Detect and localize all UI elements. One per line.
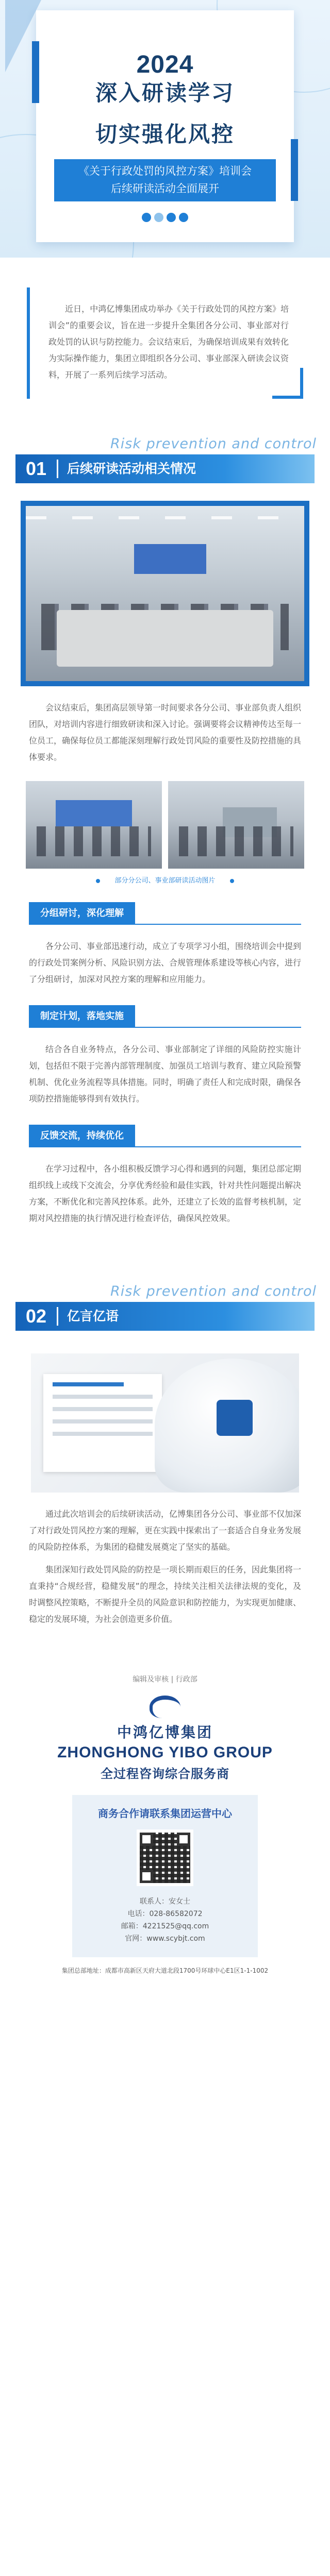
hero-card xyxy=(36,10,294,242)
hero-subtitle-line1: 《关于行政处罚的风控方案》培训会 xyxy=(78,165,252,177)
qr-code[interactable] xyxy=(137,1829,193,1886)
section-header-2 xyxy=(0,1283,330,1335)
meeting-photo xyxy=(26,506,304,681)
contact-website[interactable]: 官网：www.scybjt.com xyxy=(125,1935,205,1943)
qr-finder xyxy=(140,1833,153,1846)
qr-finder xyxy=(177,1833,190,1846)
paragraph: 在学习过程中，各小组积极反馈学习心得和遇到的问题，集团总部定期组织线上或线下交流会，分享优秀经验和最佳实践，针对共性问题提出解决方案，不断优化和完善风控体系。此外，还建立了长效的监督考核机制，定期对风控措施的执行情况进行检查评估，确保风控效果。 xyxy=(29,1164,302,1223)
hero-year: 2024 xyxy=(136,51,194,78)
decor-accent xyxy=(32,41,39,103)
paragraph: 通过此次培训会的后续研读活动，亿博集团各分公司、事业部不仅加深了对行政处罚风控方案的理解，更在实践中探索出了一套适合自身业务发展的风险防控体系，为集团的稳健发展奠定了坚实的基础。 xyxy=(29,1509,302,1552)
contact-person: 联系人：安女士 xyxy=(140,1897,190,1906)
subheading-tag xyxy=(29,1005,301,1028)
section-title: 后续研读活动相关情况 xyxy=(67,461,196,476)
contact-title: 商务合作请联系集团运营中心 xyxy=(98,1807,232,1820)
presentation-screen xyxy=(134,544,206,574)
section-watermark: Risk prevention and control xyxy=(110,1283,317,1299)
intro-text: 近日，中鸿亿博集团成功举办《关于行政处罚的风控方案》培训会”的重要会议，旨在进一步提升全集团各分公司、事业部对行政处罚的认识与防控能力。会议结束后，为确保培训成果有效转化为实际操作能力，集团立即组织各分公司、事业部深入研读会议资料，开展了一系列后续学习活动。 xyxy=(48,304,289,380)
subheading-tag xyxy=(29,902,301,925)
dot-icon xyxy=(142,213,151,222)
hero-banner xyxy=(0,0,330,258)
photo-caption: 部分分公司、事业部研读活动图片 xyxy=(98,875,232,885)
helmet-logo xyxy=(217,1400,253,1436)
paragraph: 结合各自业务特点，各分公司、事业部制定了详细的风险防控实施计划，包括但不限于完善内部管理制度、加强员工培训与教育、建立风险预警机制、优化业务流程等具体措施。同时，明确了责任人和完成时限，确保各项防控措施能够得到有效执行。 xyxy=(29,1044,302,1104)
contact-email[interactable]: 邮箱：4221525@qq.com xyxy=(121,1922,209,1930)
divider xyxy=(57,460,58,478)
doc-line xyxy=(53,1419,153,1423)
helmet-photo xyxy=(31,1353,299,1493)
hero-title-line2: 切实强化风控 xyxy=(95,122,235,147)
section-bar xyxy=(15,1302,315,1331)
ceiling-lights xyxy=(26,516,304,519)
section-title: 亿言亿语 xyxy=(67,1309,119,1324)
photo-pair xyxy=(26,781,304,869)
conference-table xyxy=(57,610,273,667)
photo-people xyxy=(37,826,151,856)
qr-code-pattern xyxy=(140,1833,190,1883)
hero-subtitle-line2: 后续研读活动全面展开 xyxy=(111,182,219,195)
section-watermark: Risk prevention and control xyxy=(110,436,317,452)
editor-credit: 编辑及审核 | 行政部 xyxy=(133,1675,197,1684)
logo-swoosh xyxy=(150,1696,180,1718)
photo-people xyxy=(179,826,293,856)
brand-logo-icon xyxy=(150,1696,180,1718)
dot-icon xyxy=(179,213,188,222)
company-address: 集团总部地址：成都市高新区天府大道北段1700号环球中心E1区1-1-1002 xyxy=(61,1967,269,1974)
activity-photo xyxy=(26,781,162,869)
hero-subtitle xyxy=(54,159,276,201)
subheading-tag xyxy=(29,1125,301,1147)
doc-line xyxy=(53,1432,153,1436)
hero-title-line1: 深入研读学习 xyxy=(95,80,235,106)
divider xyxy=(57,1307,58,1326)
safety-helmet xyxy=(155,1359,299,1493)
brand-slogan: 全过程咨询综合服务商 xyxy=(101,1767,229,1781)
contact-card xyxy=(72,1795,258,1957)
hero-dots xyxy=(36,213,294,222)
photo-screen xyxy=(56,800,132,826)
doc-line xyxy=(53,1382,124,1386)
paragraph: 集团深知行政处罚风险的防控是一项长期而艰巨的任务，因此集团将一直秉持“合规经营，稳健发展”的理念，持续关注相关法律法规的变化，及时调整风控策略，不断提升全员的风险意识和防控能力，为实现更加健康、稳定的发展环境，为社会创造更多价值。 xyxy=(29,1565,302,1624)
intro-block xyxy=(27,287,303,399)
doc-line xyxy=(53,1395,153,1399)
brand-name-cn: 中鸿亿博集团 xyxy=(117,1724,213,1741)
doc-line xyxy=(53,1407,153,1411)
paragraph: 各分公司、事业部迅速行动，成立了专项学习小组，围绕培训会中提到的行政处罚案例分析、风险识别方法、合规管理体系建设等核心内容，进行了分组研讨，加深对风控方案的理解和应用能力。 xyxy=(29,941,302,984)
decor-accent xyxy=(291,139,298,201)
section-number: 01 xyxy=(25,458,47,479)
meeting-photo-frame xyxy=(21,501,309,686)
paragraph: 会议结束后，集团高层领导第一时间要求各分公司、事业部负责人组织团队，对培训内容进行细致研读和深入讨论。强调要将会议精神传达至每一位员工，确保每位员工都能深刻理解行政处罚风险的重要性及防控措施的具体要求。 xyxy=(29,703,302,762)
subheading-label: 反馈交流，持续优化 xyxy=(29,1125,135,1147)
dot-icon xyxy=(167,213,176,222)
brand-name-en: ZHONGHONG YIBO GROUP xyxy=(57,1744,273,1761)
qr-finder xyxy=(140,1870,153,1883)
contact-info xyxy=(72,1895,258,1945)
section-header-1 xyxy=(0,436,330,487)
decor-corner xyxy=(272,368,303,399)
contact-phone[interactable]: 电话：028-86582072 xyxy=(127,1910,203,1918)
dot-icon xyxy=(154,213,163,222)
section-number: 02 xyxy=(25,1306,47,1327)
document-illustration xyxy=(43,1374,162,1472)
activity-photo xyxy=(168,781,304,869)
subheading-label: 制定计划，落地实施 xyxy=(29,1005,135,1028)
subheading-label: 分组研讨，深化理解 xyxy=(29,902,135,925)
